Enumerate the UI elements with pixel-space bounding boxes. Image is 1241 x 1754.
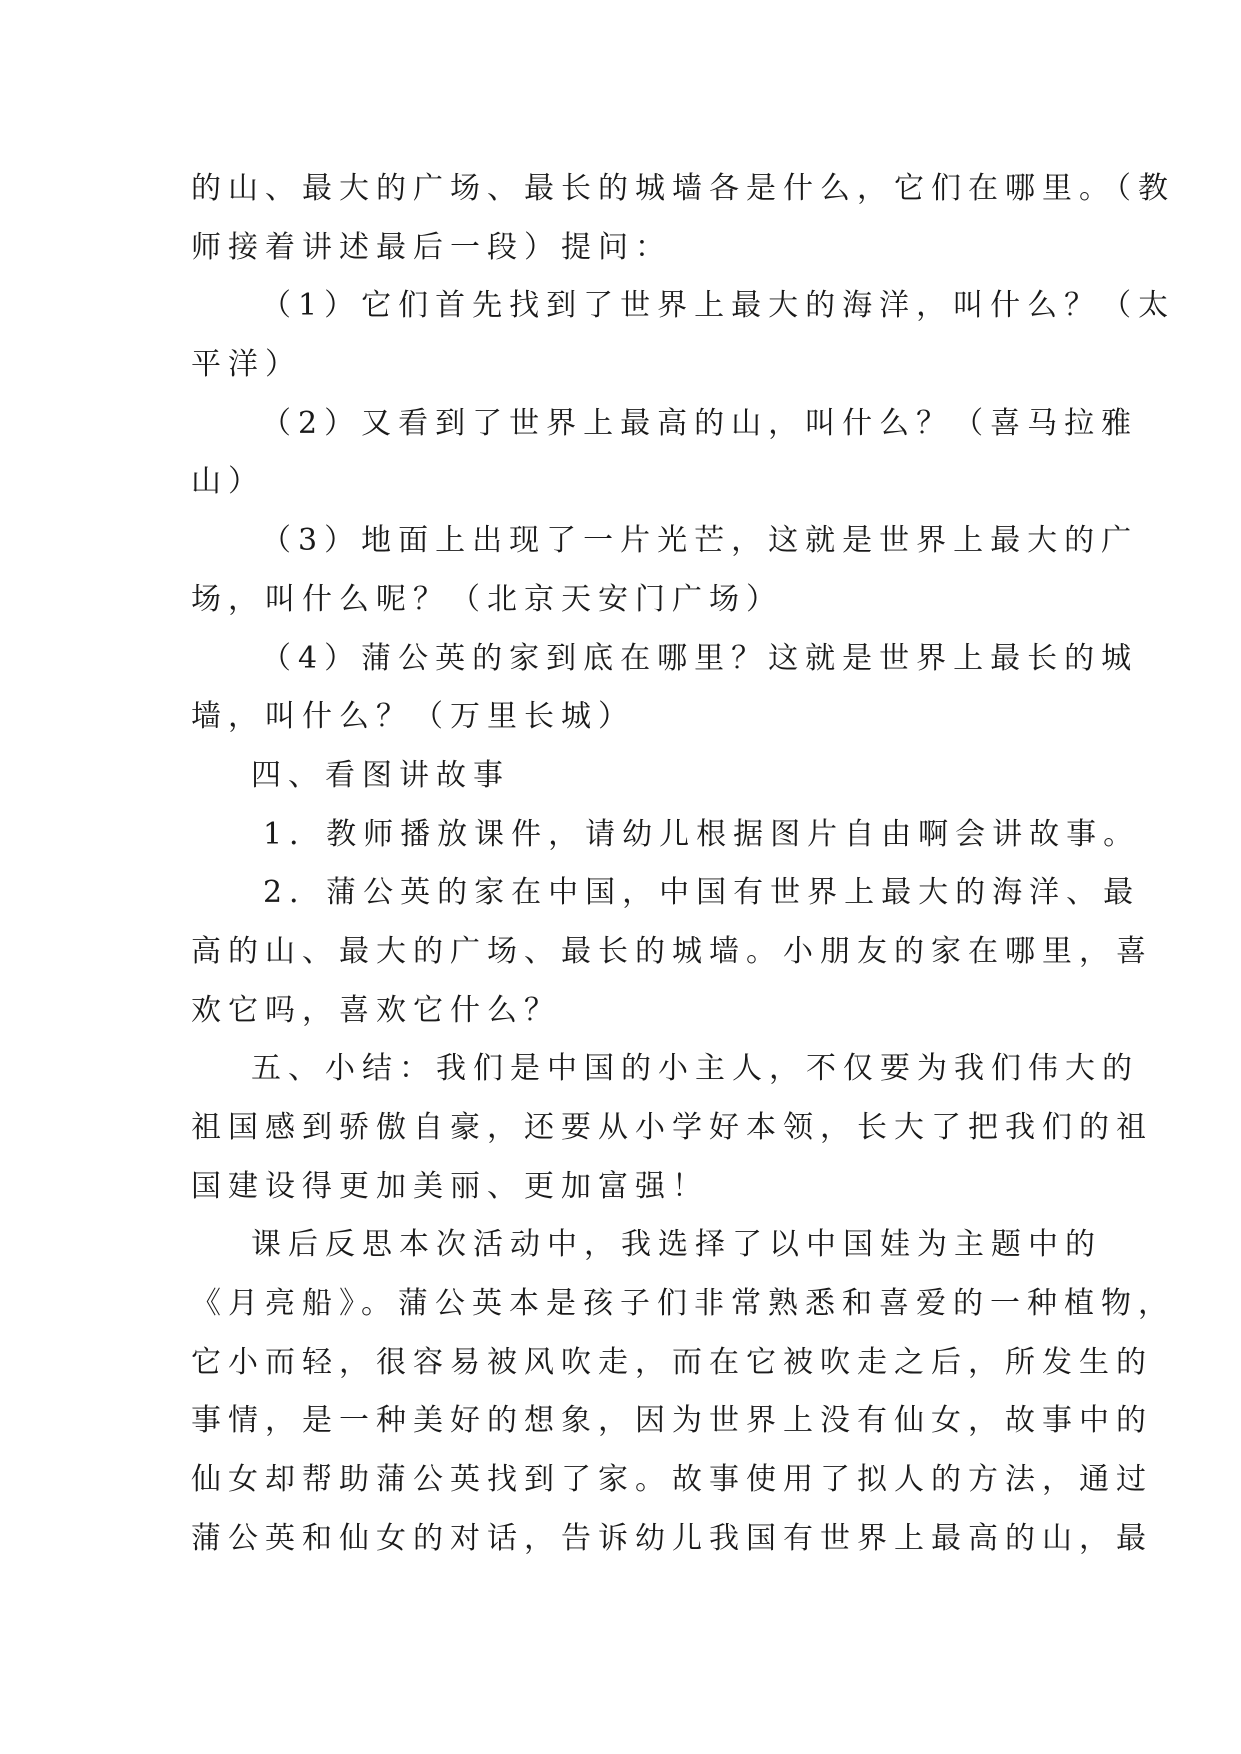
document-body [191,160,1176,1569]
text-line: 山） [191,464,265,500]
text-line: 师接着讲述最后一段）提问： [191,229,672,265]
text-line: 蒲公英和仙女的对话，告诉幼儿我国有世界上最高的山，最 [191,1520,1153,1556]
text-line: 祖国感到骄傲自豪，还要从小学好本领，长大了把我们的祖 [191,1110,1153,1145]
text-line: 2．蒲公英的家在中国，中国有世界上最大的海洋、最 [263,875,1141,911]
text-line: 平洋） [191,347,302,383]
text-line: 国建设得更加美丽、更加富强！ [191,1168,709,1204]
text-line: 《月亮船》。蒲公英本是孩子们非常熟悉和喜爱的一种植物， [191,1286,1175,1322]
text-line: （3）地面上出现了一片光芒，这就是世界上最大的广 [261,523,1139,559]
text-line: 它小而轻，很容易被风吹走，而在它被吹走之后，所发生的 [191,1344,1153,1380]
text-line: 高的山、最大的广场、最长的城墙。小朋友的家在哪里，喜 [191,933,1153,969]
section-heading: 四、看图讲故事 [251,757,510,793]
text-line: 场，叫什么呢？（北京天安门广场） [191,581,783,617]
text-line: （4）蒲公英的家到底在哪里？这就是世界上最长的城 [261,640,1139,676]
text-line: （2）又看到了世界上最高的山，叫什么？（喜马拉雅 [261,405,1139,441]
text-line: 欢它吗，喜欢它什么？ [191,992,561,1028]
text-line: （1）它们首先找到了世界上最大的海洋，叫什么？（太 [261,288,1176,324]
text-line: 墙，叫什么？（万里长城） [191,699,635,735]
text-line: 1．教师播放课件，请幼儿根据图片自由啊会讲故事。 [263,816,1141,852]
text-line: 的山、最大的广场、最长的城墙各是什么，它们在哪里。（教 [191,171,1175,206]
text-line: 仙女却帮助蒲公英找到了家。故事使用了拟人的方法，通过 [191,1462,1153,1498]
section-heading: 五、小结：我们是中国的小主人，不仅要为我们伟大的 [251,1051,1139,1087]
text-line: 课后反思本次活动中，我选择了以中国娃为主题中的 [251,1227,1102,1263]
text-line: 事情，是一种美好的想象，因为世界上没有仙女，故事中的 [191,1403,1153,1439]
